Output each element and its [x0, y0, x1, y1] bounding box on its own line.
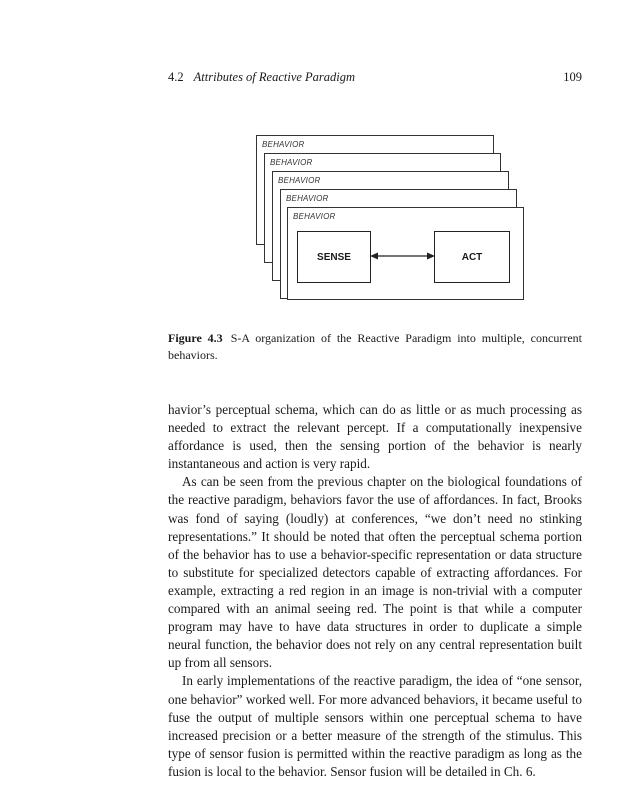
body-text: [168, 401, 582, 781]
behavior-label-5: BEHAVIOR: [293, 212, 336, 221]
figure-caption-label: Figure 4.3: [168, 331, 223, 345]
section-title: Attributes of Reactive Paradigm: [193, 70, 356, 84]
page-number: 109: [563, 70, 582, 84]
behavior-label-4: BEHAVIOR: [286, 194, 329, 203]
act-box: ACT: [434, 231, 510, 283]
behavior-label-3: BEHAVIOR: [278, 176, 321, 185]
paragraph-1: havior’s perceptual schema, which can do as little or as much processing as needed to extract the relevant percept. If a computationally inexpensive affordance is used, then the sensing portion of the behavior is nearly instantaneous and action is very rapid.: [168, 402, 582, 472]
paragraph-3: In early implementations of the reactive paradigm, the idea of “one sensor, one behavior” worked well. For more advanced behaviors, it became useful to fuse the output of multiple sensors within one perceptual schema to have increased precision or a better measure of the strength of the stimulus. This type of sensor fusion is permitted within the reactive paradigm as long as the fusion is local to the behavior. Sensor fusion will be detailed in Ch. 6.: [168, 673, 582, 779]
behavior-label-1: BEHAVIOR: [262, 140, 305, 149]
paragraph-2: As can be seen from the previous chapter on the biological foundations of the reactive paradigm, behaviors favor the use of affordances. In fact, Brooks was fond of saying (loudly) at conferences, “we don’t need no stinking representations.” It should be noted that often the perceptual schema portion of the behavior has to use a behavior-specific representation or data structure to substitute for specialized detectors capable of extracting affordances. For example, extracting a red region in an image is non-trivial with a computer compared with an animal seeing red. The point is that while a computer program may have to have data structures in order to duplicate a simple neural function, the behavior does not rely on any central representation built up from all sensors.: [168, 474, 582, 671]
figure-sa-organization: [0, 0, 620, 310]
figure-caption: [168, 330, 582, 364]
section-number: 4.2: [168, 70, 184, 84]
sense-box: SENSE: [297, 231, 371, 283]
behavior-label-2: BEHAVIOR: [270, 158, 313, 167]
double-arrow: [369, 250, 436, 262]
figure-caption-text: S-A organization of the Reactive Paradigm into multiple, concurrent behaviors.: [168, 331, 582, 362]
